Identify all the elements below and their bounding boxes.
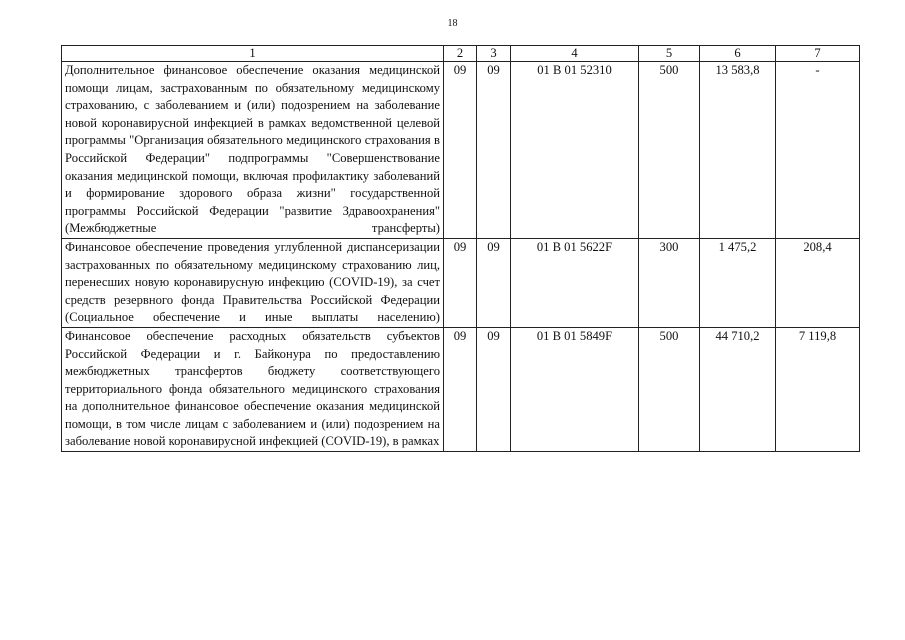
row-target-code: 01 В 01 52310 [511,62,639,239]
row-expense-type-code: 300 [639,238,700,327]
budget-table [61,45,860,452]
row-section-code: 09 [444,62,477,239]
row-target-code: 01 В 01 5849F [511,327,639,451]
table-row [62,327,860,451]
page-number: 18 [447,18,458,29]
table-header-row [62,46,860,62]
row-expense-type-code: 500 [639,62,700,239]
row-expense-type-code: 500 [639,327,700,451]
header-col-2: 2 [444,46,477,62]
table-row [62,62,860,239]
row-amount: 44 710,2 [700,327,776,451]
row-subsection-code: 09 [477,327,511,451]
table-row [62,238,860,327]
header-col-5: 5 [639,46,700,62]
row-description: Финансовое обеспечение проведения углубленной диспансеризации застрахованных по обязательному медицинскому страхованию лиц, перенесших новую коронавирусную инфекцию (COVID-19), за счет средств резервного фонда Правительства Российской Федерации (Социальное обеспечение и иные выплаты населению) [62,238,444,327]
row-section-code: 09 [444,327,477,451]
row-amount: 1 475,2 [700,238,776,327]
row-amount: 13 583,8 [700,62,776,239]
row-amount-extra: 7 119,8 [776,327,860,451]
header-col-1: 1 [62,46,444,62]
row-section-code: 09 [444,238,477,327]
row-target-code: 01 В 01 5622F [511,238,639,327]
header-col-7: 7 [776,46,860,62]
header-col-4: 4 [511,46,639,62]
header-col-6: 6 [700,46,776,62]
row-subsection-code: 09 [477,62,511,239]
row-description: Дополнительное финансовое обеспечение оказания медицинской помощи лицам, застрахованным по обязательному медицинскому страхованию, с заболеванием и (или) подозрением на заболевание новой коронавирусной инфекцией в рамках ведомственной целевой программы "Организация обязательного медицинского страхования в Российской Федерации" подпрограммы "Совершенствование оказания медицинской помощи, включая профилактику заболеваний и формирование здорового образа жизни" государственной программы Российской Федерации "развитие Здравоохранения" (Межбюджетные трансферты) [62,62,444,239]
header-col-3: 3 [477,46,511,62]
row-description: Финансовое обеспечение расходных обязательств субъектов Российской Федерации и г. Байконура по предоставлению межбюджетных трансфертов бюджету соответствующего территориального фонда обязательного медицинского страхования на дополнительное финансовое обеспечение оказания медицинской помощи, в том числе лицам с заболеванием и (или) подозрением на заболевание новой коронавирусной инфекцией (COVID-19), в рамках [62,327,444,451]
row-subsection-code: 09 [477,238,511,327]
row-amount-extra: - [776,62,860,239]
row-amount-extra: 208,4 [776,238,860,327]
